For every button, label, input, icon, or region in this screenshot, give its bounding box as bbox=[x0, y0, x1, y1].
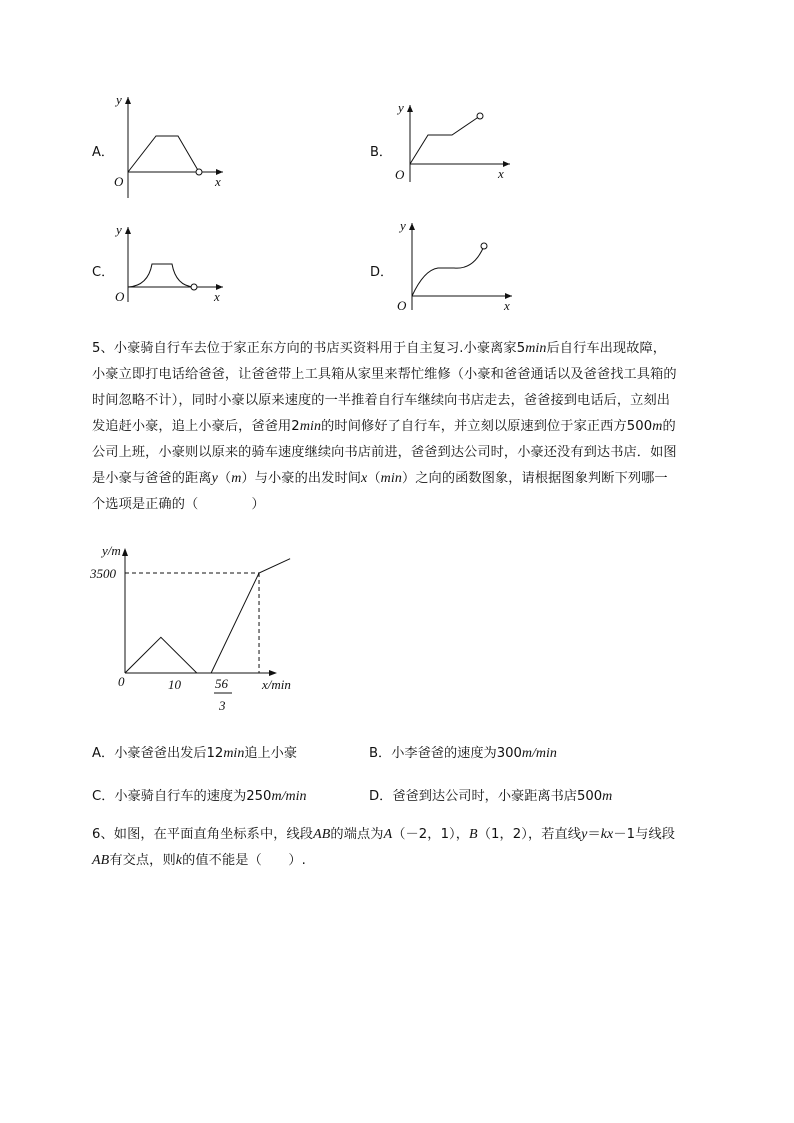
graph-marks bbox=[125, 559, 290, 673]
option-c-graph bbox=[108, 222, 228, 304]
option-d-label: D． bbox=[370, 265, 394, 280]
open-dot bbox=[196, 169, 202, 175]
question-5-text bbox=[92, 336, 742, 518]
y-axis-arrow bbox=[122, 548, 128, 556]
origin-label: 0 bbox=[118, 674, 125, 689]
y-axis-arrow bbox=[407, 105, 413, 112]
q5-line-7: 个选项是正确的（ ） bbox=[92, 497, 265, 512]
y-axis-arrow bbox=[125, 227, 131, 234]
y-label: y bbox=[400, 218, 406, 233]
origin-label: O bbox=[397, 298, 407, 313]
y-label: y bbox=[398, 100, 404, 115]
open-dot bbox=[191, 284, 197, 290]
x-axis-label: x/min bbox=[262, 677, 291, 692]
choice-d[interactable]: D．爸爸到达公司时，小豪距离书店500m bbox=[369, 789, 613, 804]
option-d-graph bbox=[392, 218, 517, 313]
graph-line bbox=[410, 116, 480, 164]
option-a-graph bbox=[108, 92, 228, 202]
x-label: x bbox=[214, 289, 220, 304]
y-label: y bbox=[116, 92, 122, 107]
open-dot bbox=[477, 113, 483, 119]
x-tick-56-num: 56 bbox=[215, 676, 228, 691]
option-b-graph bbox=[390, 100, 515, 185]
series-line bbox=[125, 559, 290, 673]
distance-time-graph bbox=[90, 538, 320, 718]
graph-line bbox=[128, 136, 199, 172]
choice-c[interactable]: C．小豪骑自行车的速度为250m/min bbox=[92, 789, 307, 804]
option-a-label: A． bbox=[92, 145, 114, 160]
q5-line-2: 小豪立即打电话给爸爸，让爸爸带上工具箱从家里来帮忙维修（小豪和爸爸通话以及爸爸找工具箱的 bbox=[92, 367, 677, 382]
origin-label: O bbox=[395, 167, 405, 182]
q5-line-5: 公司上班，小豪则以原来的骑车速度继续向书店前进，爸爸到达公司时，小豪还没有到达书店．如图 bbox=[92, 445, 677, 460]
y-label: y bbox=[116, 222, 122, 237]
x-tick-10: 10 bbox=[168, 677, 181, 692]
y-axis-arrow bbox=[409, 223, 415, 230]
option-b-label: B． bbox=[370, 145, 392, 160]
choice-a[interactable]: A．小豪爸爸出发后12min追上小豪 bbox=[92, 746, 298, 761]
choice-b[interactable]: B．小李爸爸的速度为300m/min bbox=[369, 746, 557, 761]
question-6-text bbox=[92, 822, 742, 874]
x-tick-3-den: 3 bbox=[219, 698, 226, 713]
x-label: x bbox=[498, 166, 504, 181]
graph-line bbox=[412, 246, 484, 296]
open-dot bbox=[481, 243, 487, 249]
x-label: x bbox=[215, 174, 221, 189]
x-axis-arrow bbox=[269, 670, 277, 676]
origin-label: O bbox=[114, 174, 124, 189]
y-tick-3500: 3500 bbox=[90, 566, 116, 581]
q5-line-1: 5、小豪骑自行车去位于家正东方向的书店买资料用于自主复习.小豪离家5min后自行车出现故障， bbox=[92, 341, 667, 356]
y-axis-label: y/m bbox=[102, 543, 121, 558]
q6-line-2: AB有交点，则k的值不能是（ ）. bbox=[92, 853, 306, 868]
q5-line-3: 时间忽略不计），同时小豪以原来速度的一半推着自行车继续向书店走去，爸爸接到电话后，立刻出 bbox=[92, 393, 671, 408]
q5-line-4: 发追赶小豪，追上小豪后，爸爸用2min的时间修好了自行车，并立刻以原速到位于家正西方500m的 bbox=[92, 419, 676, 434]
x-axis-arrow bbox=[503, 161, 510, 167]
q5-line-6: 是小豪与爸爸的距离y（m）与小豪的出发时间x（min）之向的函数图象，请根据图象判断下列哪一 bbox=[92, 471, 668, 486]
q6-line-1: 6、如图，在平面直角坐标系中，线段AB的端点为A（－2，1），B（1，2），若直线y＝kx－1与线段 bbox=[92, 827, 676, 842]
option-c-label: C． bbox=[92, 265, 115, 280]
y-axis-arrow bbox=[125, 97, 131, 104]
graph-line bbox=[128, 264, 194, 287]
origin-label: O bbox=[115, 289, 125, 304]
x-label: x bbox=[504, 298, 510, 313]
